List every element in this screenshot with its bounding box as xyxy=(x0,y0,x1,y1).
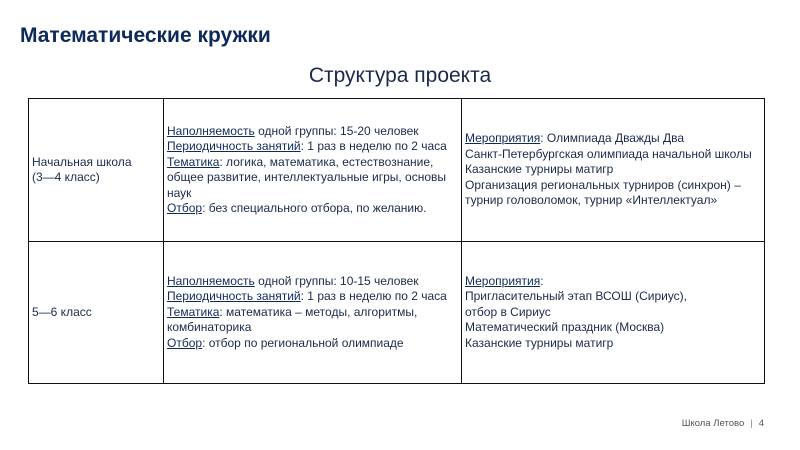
detail-text: одной группы: 15-20 человек xyxy=(254,123,419,138)
detail-line xyxy=(167,274,458,290)
events-label: Мероприятия xyxy=(465,273,541,288)
detail-line xyxy=(167,155,458,202)
event-item: Казанские турниры матигр xyxy=(465,162,614,177)
event-item: Казанские турниры матигр xyxy=(465,335,614,350)
detail-line xyxy=(167,289,458,305)
detail-label: Тематика xyxy=(167,154,220,169)
detail-label: Периодичность занятий xyxy=(167,289,301,304)
level-line: 5—6 класс xyxy=(32,304,92,319)
detail-label: Периодичность занятий xyxy=(167,139,301,153)
detail-line xyxy=(167,305,458,336)
events-label: Мероприятия xyxy=(465,131,541,146)
detail-text: : логика, математика, естествознание, общее развитие, интеллектуальные игры, основы наук xyxy=(167,154,447,200)
events-first: : Олимпиада Дважды Два xyxy=(540,131,685,146)
event-item: Санкт-Петербургская олимпиада начальной школы xyxy=(465,146,752,161)
footer-separator: | xyxy=(750,418,753,429)
detail-label: Тематика xyxy=(167,304,220,319)
events-first: : xyxy=(540,273,544,288)
events-heading xyxy=(465,131,761,147)
table-row xyxy=(29,99,765,242)
detail-label: Отбор xyxy=(167,335,203,350)
detail-label: Наполняемость xyxy=(167,123,255,138)
event-item: Пригласительный этап ВСОШ (Сириус), xyxy=(465,289,688,304)
detail-line xyxy=(167,124,458,140)
event-item: турнир головоломок, турнир «Интеллектуал» xyxy=(465,193,718,208)
level-cell xyxy=(29,242,164,384)
event-item: отбор в Сириус xyxy=(465,304,551,319)
level-line: Начальная школа xyxy=(32,154,132,169)
footer xyxy=(682,418,764,429)
detail-text: : 1 раз в неделю по 2 часа xyxy=(300,139,447,153)
detail-text: одной группы: 10-15 человек xyxy=(254,273,419,288)
detail-text: : отбор по региональной олимпиаде xyxy=(202,335,404,350)
event-item: Организация региональных турниров (синхрон) – xyxy=(465,177,741,192)
level-cell xyxy=(29,99,164,242)
project-structure-table xyxy=(28,98,765,384)
detail-label: Наполняемость xyxy=(167,273,255,288)
detail-line xyxy=(167,139,458,155)
events-cell xyxy=(462,242,765,384)
details-cell xyxy=(164,99,462,242)
table-row xyxy=(29,242,765,384)
level-line: (3—4 класс) xyxy=(32,170,100,184)
slide-title: Структура проекта xyxy=(308,64,492,87)
event-item: Математический праздник (Москва) xyxy=(465,320,665,335)
detail-line xyxy=(167,201,458,217)
detail-label: Отбор xyxy=(167,201,203,215)
detail-line xyxy=(167,336,458,352)
page-number: 4 xyxy=(758,418,764,429)
footer-school: Школа Летово xyxy=(681,418,745,429)
events-cell xyxy=(462,99,765,242)
details-cell xyxy=(164,242,462,384)
detail-text: : без специального отбора, по желанию. xyxy=(202,201,427,215)
detail-text: : математика – методы, алгоритмы, комбинаторика xyxy=(167,304,418,335)
events-heading xyxy=(465,274,761,290)
header-title: Математические кружки xyxy=(20,24,271,47)
detail-text: : 1 раз в неделю по 2 часа xyxy=(300,289,447,304)
